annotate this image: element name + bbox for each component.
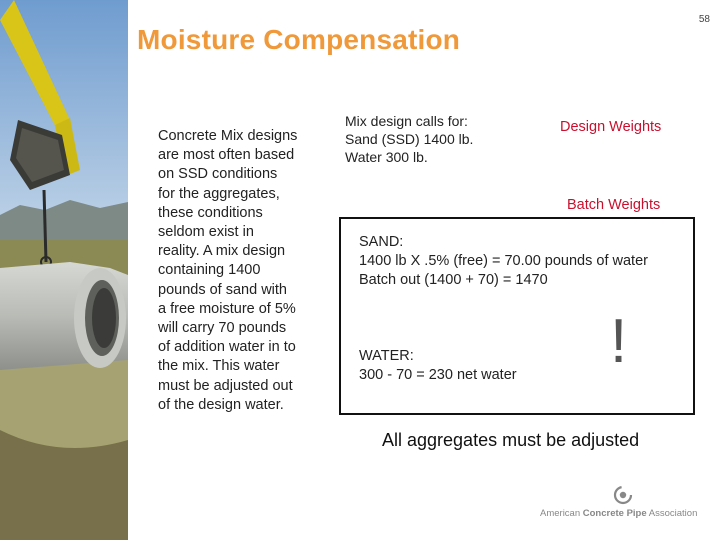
- acpa-logo-text: American Concrete Pipe Association: [540, 508, 698, 519]
- sand-calculation: [359, 233, 648, 290]
- acpa-logo: [540, 484, 700, 524]
- design-weights-label: Design Weights: [560, 119, 662, 135]
- mix-design-line: Sand (SSD) 1400 lb.: [345, 131, 474, 147]
- footer-note: All aggregates must be adjusted: [382, 430, 640, 450]
- sand-line: 1400 lb X .5% (free) = 70.00 pounds of water: [359, 253, 648, 269]
- mix-design-line: Mix design calls for:: [345, 113, 468, 129]
- mix-design-text: [345, 112, 473, 166]
- slide-number: 58: [698, 14, 710, 25]
- sand-line: Batch out (1400 + 70) = 1470: [359, 272, 548, 288]
- water-line: 300 - 70 = 230 net water: [359, 367, 517, 383]
- body-text: Concrete Mix designs are most often based on SSD conditions for the aggregates, these conditions seldom exist in reality. A mix design containing 1400 pounds of sand with a free moisture of 5% will carry 70 pounds of addition water in to the mix. This water must be adjusted out of the design water.: [158, 128, 298, 413]
- exclamation-mark: !: [610, 307, 628, 376]
- mix-design-line: Water 300 lb.: [345, 149, 428, 165]
- slide-title: Moisture Compensation: [137, 24, 461, 55]
- batch-weights-box: [339, 217, 695, 415]
- acpa-logo-icon: [612, 484, 634, 506]
- construction-photo: [0, 0, 128, 540]
- batch-weights-label: Batch Weights: [567, 197, 661, 213]
- water-calculation: [359, 347, 517, 385]
- water-line: WATER:: [359, 348, 414, 364]
- sand-line: SAND:: [359, 234, 404, 250]
